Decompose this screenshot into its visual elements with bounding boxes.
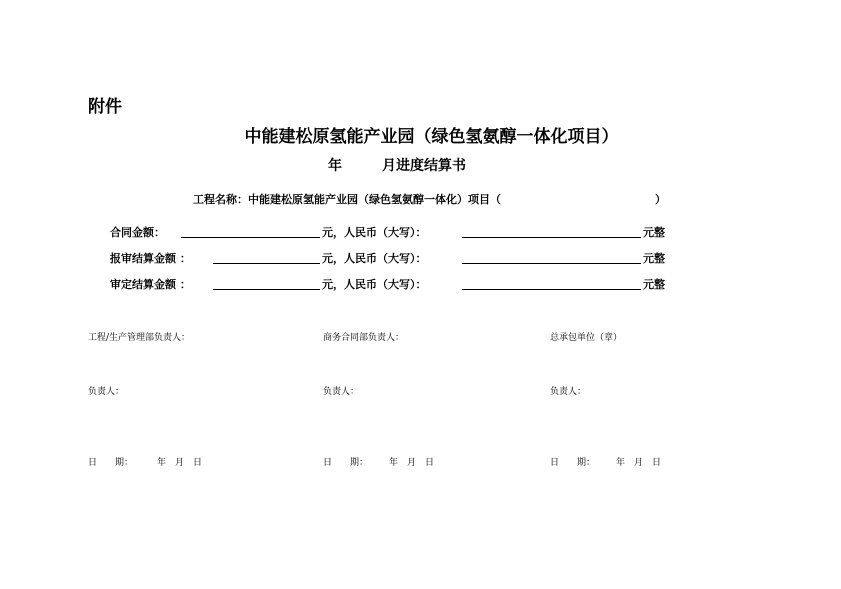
col1-date-fields: 年 月 日 bbox=[157, 458, 203, 468]
col1-person-label: 负责人： bbox=[88, 387, 125, 397]
project-name-close: ） bbox=[655, 193, 666, 206]
contract-amount-words-field[interactable] bbox=[462, 237, 641, 238]
col1-date-label: 日 期： bbox=[88, 458, 134, 468]
col2-person-label: 负责人： bbox=[323, 387, 360, 397]
project-name-label: 工程名称：中能建松原氢能产业园（绿色氢氨醇一体化）项目（ bbox=[193, 193, 501, 206]
submitted-amount-label: 报审结算金额 ： bbox=[110, 252, 191, 265]
attachment-label: 附件 bbox=[88, 97, 122, 117]
approved-amount-number-field[interactable] bbox=[213, 289, 320, 290]
submitted-amount-number-field[interactable] bbox=[213, 263, 320, 264]
col3-date-label: 日 期： bbox=[550, 458, 596, 468]
submitted-amount-rmb-label: 元，人民币（大写）： bbox=[322, 252, 427, 265]
approved-amount-rmb-label: 元，人民币（大写）： bbox=[322, 278, 427, 291]
document-title: 中能建松原氢能产业园（绿色氢氨醇一体化项目） bbox=[244, 127, 619, 147]
col3-person-label: 负责人： bbox=[550, 387, 587, 397]
contract-amount-rmb-label: 元，人民币（大写）： bbox=[322, 226, 427, 239]
contract-amount-label: 合同金额： bbox=[110, 226, 165, 239]
submitted-amount-suffix: 元整 bbox=[643, 252, 665, 265]
commercial-dept-head-label: 商务合同部负责人： bbox=[323, 333, 405, 343]
general-contractor-seal-label: 总承包单位（章） bbox=[550, 333, 623, 343]
contract-amount-suffix: 元整 bbox=[643, 226, 665, 239]
approved-amount-label: 审定结算金额 ： bbox=[110, 278, 191, 291]
subtitle-year: 年 bbox=[328, 158, 342, 174]
engineering-dept-head-label: 工程/生产管理部负责人： bbox=[88, 333, 191, 343]
col3-date-fields: 年 月 日 bbox=[616, 458, 662, 468]
col2-date-fields: 年 月 日 bbox=[389, 458, 435, 468]
submitted-amount-words-field[interactable] bbox=[462, 263, 641, 264]
subtitle-month-text: 月进度结算书 bbox=[382, 158, 466, 174]
contract-amount-number-field[interactable] bbox=[181, 237, 320, 238]
col2-date-label: 日 期： bbox=[323, 458, 369, 468]
approved-amount-words-field[interactable] bbox=[462, 289, 641, 290]
approved-amount-suffix: 元整 bbox=[643, 278, 665, 291]
